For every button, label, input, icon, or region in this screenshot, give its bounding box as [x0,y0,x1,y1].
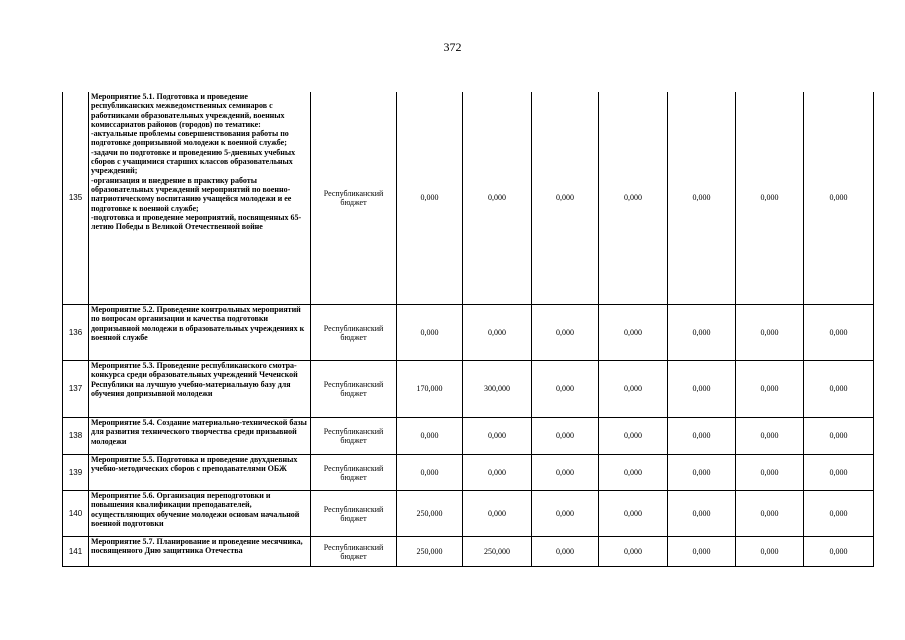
amount-cell: 0,000 [668,537,736,567]
amount-cell: 0,000 [532,418,599,455]
amount-cell: 0,000 [599,361,668,418]
measure-description: Мероприятие 5.5. Подготовка и проведение двухдневных учебно-методических сборов с преподавателями ОБЖ [89,455,311,491]
amount-cell: 0,000 [599,305,668,361]
amount-cell: 0,000 [736,92,804,305]
measures-table [62,92,874,567]
amount-cell: 0,000 [736,537,804,567]
amount-cell: 0,000 [668,455,736,491]
amount-cell: 0,000 [668,418,736,455]
amount-cell: 0,000 [736,361,804,418]
amount-cell: 0,000 [668,361,736,418]
amount-cell: 0,000 [532,455,599,491]
amount-cell: 250,000 [397,491,463,537]
amount-cell: 0,000 [397,455,463,491]
funding-source: Республиканский бюджет [311,305,397,361]
amount-cell: 0,000 [599,537,668,567]
amount-cell: 0,000 [397,92,463,305]
row-number: 139 [63,455,89,491]
amount-cell: 0,000 [599,418,668,455]
funding-source: Республиканский бюджет [311,537,397,567]
amount-cell: 250,000 [397,537,463,567]
amount-cell: 0,000 [736,305,804,361]
amount-cell: 0,000 [599,92,668,305]
amount-cell: 0,000 [668,92,736,305]
amount-cell: 0,000 [532,92,599,305]
measure-description: Мероприятие 5.1. Подготовка и проведение республиканских межведомственных семинаров с работниками образовательных учреждений, военных комиссариатов районов (городов) по тематике: -актуальные проблемы совершенствования работы по подготовке допризывной молодежи к военной службе; -задачи по подготовке и проведению 5-дневных учебных сборов с учащимися старших классов образовательных учреждений; -организация и внедрение в практику работы образовательных учреждений мероприятий по военно-патриотическому воспитанию учащейся молодежи и ее подготовке к военной службе; -подготовка и проведение мероприятий, посвященных 65-летию Победы в Великой Отечественной войне [89,92,311,305]
amount-cell: 0,000 [532,537,599,567]
amount-cell: 0,000 [804,361,874,418]
amount-cell: 0,000 [463,455,532,491]
row-number: 138 [63,418,89,455]
row-number: 141 [63,537,89,567]
table-row [63,361,874,418]
amount-cell: 0,000 [804,455,874,491]
row-number: 137 [63,361,89,418]
measure-description: Мероприятие 5.2. Проведение контрольных мероприятий по вопросам организации и качества подготовки допризывной молодежи в образовательных учреждениях к военной службе [89,305,311,361]
amount-cell: 0,000 [736,455,804,491]
measure-description: Мероприятие 5.6. Организация переподготовки и повышения квалификации преподавателей, осуществляющих обучение молодежи основам начальной военной подготовки [89,491,311,537]
table-row [63,455,874,491]
amount-cell: 0,000 [532,305,599,361]
measure-description: Мероприятие 5.4. Создание материально-технической базы для развития технического творчества среди призывной молодежи [89,418,311,455]
amount-cell: 0,000 [397,418,463,455]
table-row [63,418,874,455]
amount-cell: 0,000 [463,92,532,305]
amount-cell: 0,000 [804,418,874,455]
measure-description: Мероприятие 5.3. Проведение республиканского смотра-конкурса среди образовательных учреждений Чеченской Республики на лучшую учебно-материальную базу для обучения допризывной молодежи [89,361,311,418]
measure-description: Мероприятие 5.7. Планирование и проведение месячника, посвященного Дню защитника Отечества [89,537,311,567]
table-row [63,305,874,361]
amount-cell: 0,000 [804,305,874,361]
amount-cell: 0,000 [463,305,532,361]
page-number: 372 [443,40,462,54]
amount-cell: 0,000 [736,418,804,455]
amount-cell: 170,000 [397,361,463,418]
table-row [63,92,874,305]
table-row [63,537,874,567]
funding-source: Республиканский бюджет [311,491,397,537]
amount-cell: 250,000 [463,537,532,567]
amount-cell: 300,000 [463,361,532,418]
funding-source: Республиканский бюджет [311,361,397,418]
amount-cell: 0,000 [804,537,874,567]
row-number: 135 [63,92,89,305]
funding-source: Республиканский бюджет [311,455,397,491]
table-row [63,491,874,537]
amount-cell: 0,000 [599,491,668,537]
amount-cell: 0,000 [599,455,668,491]
amount-cell: 0,000 [668,305,736,361]
funding-source: Республиканский бюджет [311,418,397,455]
amount-cell: 0,000 [532,361,599,418]
funding-source: Республиканский бюджет [311,92,397,305]
amount-cell: 0,000 [804,491,874,537]
amount-cell: 0,000 [397,305,463,361]
amount-cell: 0,000 [532,491,599,537]
amount-cell: 0,000 [668,491,736,537]
amount-cell: 0,000 [736,491,804,537]
row-number: 136 [63,305,89,361]
amount-cell: 0,000 [463,491,532,537]
row-number: 140 [63,491,89,537]
amount-cell: 0,000 [804,92,874,305]
amount-cell: 0,000 [463,418,532,455]
